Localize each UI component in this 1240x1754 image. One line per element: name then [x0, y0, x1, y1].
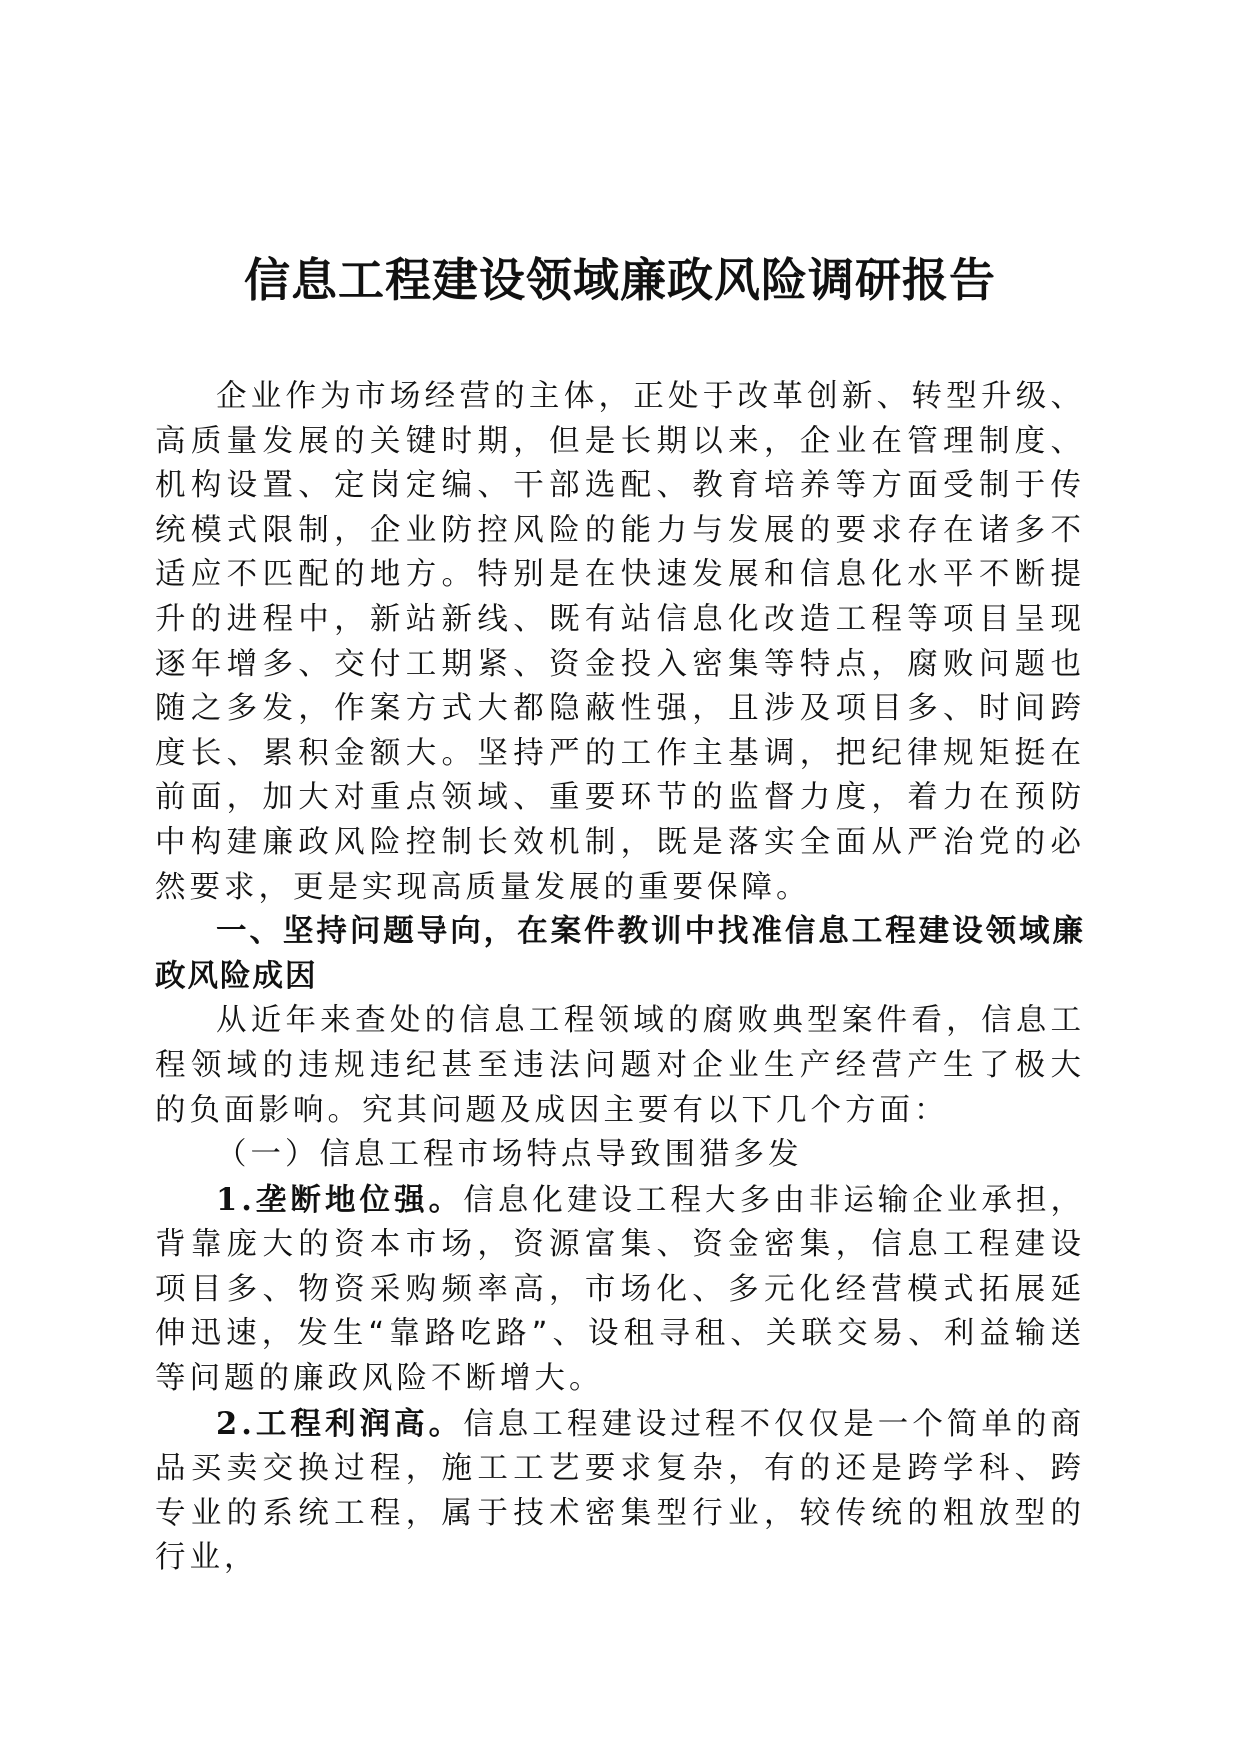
intro-paragraph: 企业作为市场经营的主体，正处于改革创新、转型升级、高质量发展的关键时期，但是长期以来，企业在管理制度、机构设置、定岗定编、干部选配、教育培养等方面受制于传统模式限制，企业防控风险的能力与发展的要求存在诸多不适应不匹配的地方。特别是在快速发展和信息化水平不断提升的进程中，新站新线、既有站信息化改造工程等项目呈现逐年增多、交付工期紧、资金投入密集等特点，腐败问题也随之多发，作案方式大都隐蔽性强，且涉及项目多、时间跨度长、累积金额大。坚持严的工作主基调，把纪律规矩挺在前面，加大对重点领域、重要环节的监督力度，着力在预防中构建廉政风险控制长效机制，既是落实全面从严治党的必然要求，更是实现高质量发展的重要保障。 — [155, 379, 1085, 905]
point-lead-1: 1.垄断地位强。 — [216, 1181, 464, 1218]
point-text-1: 信息化建设工程大多由非运输企业承担，背靠庞大的资本市场，资源富集、资金密集，信息工程建设项目多、物资采购频率高，市场化、多元化经营模式拓展延伸迅速，发生“靠路吃路”、设租寻租、关联交易、利益输送等问题的廉政风险不断增大。 — [155, 1182, 1086, 1397]
section-intro-paragraph: 从近年来查处的信息工程领域的腐败典型案件看，信息工程领域的违规违纪甚至违法问题对企业生产经营产生了极大的负面影响。究其问题及成因主要有以下几个方面： — [155, 1003, 1085, 1128]
point-paragraph-2 — [155, 1402, 1085, 1581]
document-body — [155, 375, 1085, 1581]
point-text-2: 信息工程建设过程不仅仅是一个简单的商品买卖交换过程，施工工艺要求复杂，有的还是跨学科、跨专业的系统工程，属于技术密集型行业，较传统的粗放型的行业， — [155, 1406, 1086, 1576]
section-heading: 一、坚持问题导向，在案件教训中找准信息工程建设领域廉政风险成因 — [155, 914, 1085, 994]
point-paragraph-1 — [155, 1178, 1085, 1402]
document-title: 信息工程建设领域廉政风险调研报告 — [244, 253, 996, 307]
subsection-heading: （一）信息工程市场特点导致围猎多发 — [216, 1137, 803, 1173]
point-lead-2: 2.工程利润高。 — [216, 1405, 464, 1442]
